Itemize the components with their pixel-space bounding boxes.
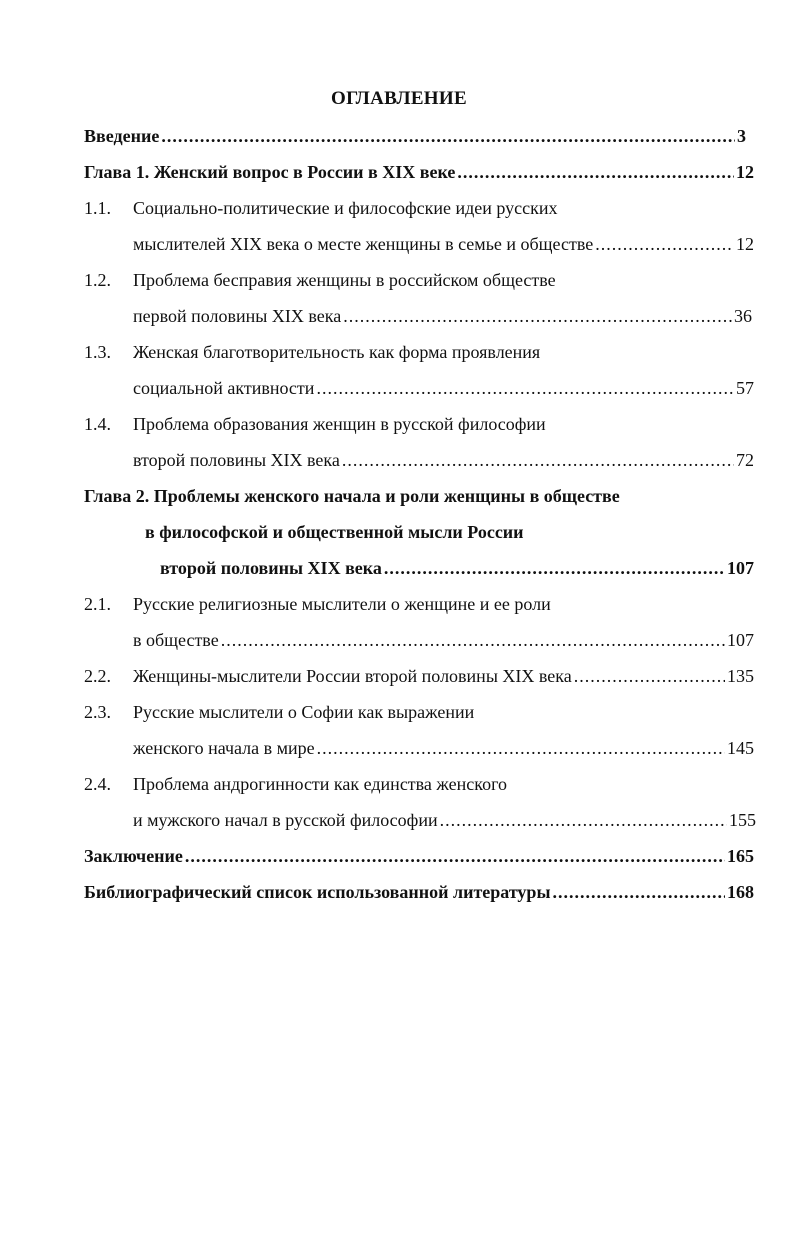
toc-section-number: 1.1. bbox=[84, 198, 111, 218]
dot-leader bbox=[161, 125, 735, 147]
toc-page-number: 165 bbox=[727, 846, 754, 866]
toc-page-number: 145 bbox=[727, 738, 754, 758]
toc-page-number: 155 bbox=[729, 810, 756, 830]
toc-entry-label: Библиографический список использованной литературы bbox=[84, 882, 551, 902]
toc-page-number: 12 bbox=[736, 234, 754, 254]
dot-leader bbox=[221, 629, 725, 651]
toc-entry-1-4 bbox=[133, 449, 754, 471]
toc-section-number: 1.2. bbox=[84, 270, 111, 290]
dot-leader bbox=[185, 845, 725, 867]
toc-page-number: 57 bbox=[736, 378, 754, 398]
toc-entry-label: Проблема бесправия женщины в российском обществе bbox=[133, 270, 556, 290]
toc-entry-label: Женщины-мыслители России второй половины XIX века bbox=[133, 666, 572, 686]
toc-entry-chapter-2-label: Глава 2. Проблемы женского начала и роли женщины в обществе bbox=[84, 486, 620, 506]
toc-entry-label: Введение bbox=[84, 126, 160, 146]
dot-leader bbox=[317, 737, 725, 759]
dot-leader bbox=[595, 233, 734, 255]
dot-leader bbox=[440, 809, 727, 831]
toc-entry-1-3 bbox=[133, 377, 754, 399]
toc-section-number: 2.2. bbox=[84, 666, 111, 686]
dot-leader bbox=[553, 881, 726, 903]
toc-page-number: 107 bbox=[727, 630, 754, 650]
toc-entry-2-1 bbox=[133, 629, 754, 651]
toc-section-number: 2.1. bbox=[84, 594, 111, 614]
toc-entry-chapter-1 bbox=[84, 161, 754, 183]
toc-entry-label-cont: женского начала в мире bbox=[133, 738, 315, 758]
toc-page-number: 107 bbox=[727, 558, 754, 578]
toc-entry-2-2 bbox=[133, 665, 754, 687]
dot-leader bbox=[316, 377, 734, 399]
toc-entry-label-cont: второй половины XIX века bbox=[160, 558, 382, 578]
toc-section-number: 2.3. bbox=[84, 702, 111, 722]
dot-leader bbox=[457, 161, 734, 183]
toc-page-number: 12 bbox=[736, 162, 754, 182]
toc-entry-label: Проблема андрогинности как единства женского bbox=[133, 774, 508, 794]
toc-entry-1-2 bbox=[133, 305, 752, 327]
toc-entry-label: Социально-политические и философские идеи русских bbox=[133, 198, 558, 218]
toc-entry-label-cont: первой половины XIX века bbox=[133, 306, 342, 326]
toc-entry-chapter-2 bbox=[160, 557, 754, 579]
toc-entry-label: Русские мыслители о Софии как выражении bbox=[133, 702, 475, 722]
toc-entry-label: Глава 1. Женский вопрос в России в XIX веке bbox=[84, 162, 456, 182]
toc-entry-label-cont: и мужского начал в русской философии bbox=[133, 810, 438, 830]
toc-section-number: 1.4. bbox=[84, 414, 111, 434]
toc-page-number: 135 bbox=[727, 666, 754, 686]
toc-entry-chapter-2-label-cont: в философской и общественной мысли России bbox=[145, 522, 524, 542]
toc-entry-label-cont: в обществе bbox=[133, 630, 219, 650]
toc-section-number: 2.4. bbox=[84, 774, 111, 794]
toc-section-number: 1.3. bbox=[84, 342, 111, 362]
toc-entry-conclusion bbox=[84, 845, 754, 867]
toc-entry-intro bbox=[84, 125, 746, 147]
dot-leader bbox=[384, 557, 725, 579]
toc-entry-label: Женская благотворительность как форма проявления bbox=[133, 342, 541, 362]
dot-leader bbox=[342, 449, 734, 471]
toc-entry-1-1 bbox=[133, 233, 754, 255]
dot-leader bbox=[343, 305, 732, 327]
toc-page-number: 3 bbox=[737, 126, 746, 146]
toc-page-number: 72 bbox=[736, 450, 754, 470]
dot-leader bbox=[574, 665, 725, 687]
toc-entry-bibliography bbox=[84, 881, 754, 903]
toc-entry-label: Русские религиозные мыслители о женщине и ее роли bbox=[133, 594, 551, 614]
toc-entry-label-cont: второй половины XIX века bbox=[133, 450, 340, 470]
toc-entry-label-cont: мыслителей XIX века о месте женщины в семье и обществе bbox=[133, 234, 594, 254]
toc-entry-label: Проблема образования женщин в русской философии bbox=[133, 414, 546, 434]
toc-entry-2-4 bbox=[133, 809, 756, 831]
toc-entry-label-cont: социальной активности bbox=[133, 378, 315, 398]
toc-page-number: 36 bbox=[734, 306, 752, 326]
toc-entry-label: Заключение bbox=[84, 846, 183, 866]
toc-title: ОГЛАВЛЕНИЕ bbox=[331, 88, 467, 109]
toc-entry-2-3 bbox=[133, 737, 754, 759]
toc-page-number: 168 bbox=[727, 882, 754, 902]
